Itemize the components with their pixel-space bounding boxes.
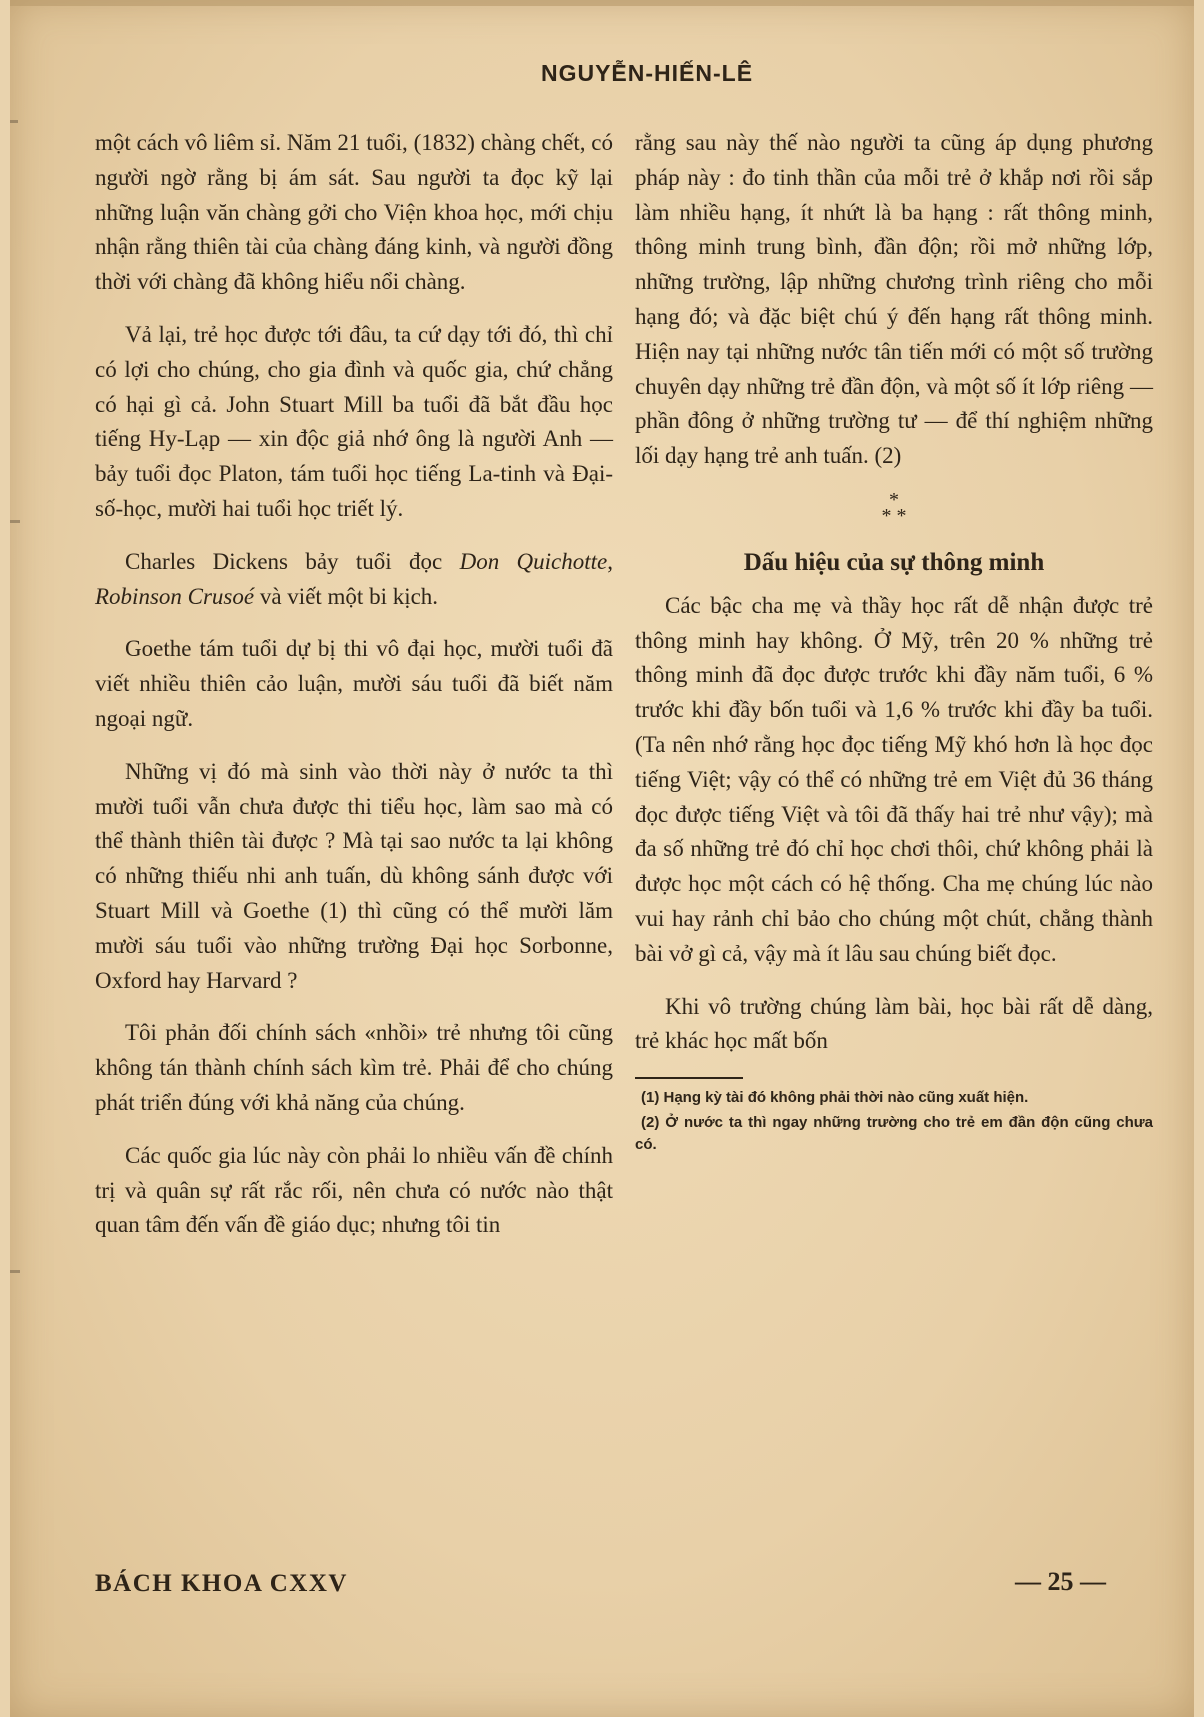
separator-star: *	[889, 488, 899, 511]
book-title: Robinson Crusoé	[95, 583, 255, 609]
paragraph: Vả lại, trẻ học được tới đâu, ta cứ dạy tới đó, thì chỉ có lợi cho chúng, cho gia đình và quốc gia, chứ chẳng có hại gì cả. John Stuart Mill ba tuổi đã bắt đầu học tiếng Hy-Lạp — xin độc giả nhớ ông là người Anh — bảy tuổi đọc Platon, tám tuổi học tiếng La-tinh và Đại-số-học, mười hai tuổi học triết lý.	[95, 321, 613, 521]
paragraph: Các quốc gia lúc này còn phải lo nhiều vấn đề chính trị và quân sự rất rắc rối, nên chưa có nước nào thật quan tâm đến vấn đề giáo dục; nhưng tôi tin	[95, 1142, 613, 1238]
separator-stars: * *	[881, 504, 907, 527]
binding-mark	[10, 1270, 20, 1273]
section-heading: Dấu hiệu của sự thông minh	[743, 548, 1045, 576]
book-title: Don Quichotte	[459, 548, 608, 574]
paragraph-text: ,	[607, 548, 614, 574]
paragraph: Khi vô trường chúng làm bài, học bài rất dễ dàng, trẻ khác học mất bốn	[635, 993, 1153, 1054]
footnote: (1) Hạng kỳ tài đó không phải thời nào cũng xuất hiện.	[641, 1089, 1029, 1107]
paragraph: Các bậc cha mẹ và thầy học rất dễ nhận được trẻ thông minh hay không. Ở Mỹ, trên 20 % những trẻ thông minh đã đọc được trước khi đầy năm tuổi, 6 % trước khi đầy bốn tuổi và 1,6 % trước khi đầy ba tuổi. (Ta nên nhớ rằng học đọc tiếng Mỹ khó hơn là học đọc tiếng Việt; vậy có thể có những trẻ em Việt đủ 36 tháng đọc được tiếng Việt và tôi đã thấy hai trẻ như vậy); mà đa số những trẻ đó chỉ học chơi thôi, chứ không phải là được học một cách có hệ thống. Cha mẹ chúng lúc nào vui hay rảnh chỉ bảo cho chúng một chút, chẳng thành bài vở gì cả, vậy mà ít lâu sau chúng biết đọc.	[635, 592, 1153, 966]
footnote: (2) Ở nước ta thì ngay những trường cho trẻ em đần độn cũng chưa có.	[635, 1114, 1153, 1154]
paragraph: Tôi phản đối chính sách «nhồi» trẻ nhưng tôi cũng không tán thành chính sách kìm trẻ. Phải để cho chúng phát triển đúng với khả năng của chúng.	[95, 1020, 613, 1115]
paragraph: một cách vô liêm sỉ. Năm 21 tuổi, (1832) chàng chết, có người ngờ rằng bị ám sát. Sau người ta đọc kỹ lại những luận văn chàng gởi cho Viện khoa học, mới chịu nhận rằng thiên tài của chàng đáng kinh, và người đồng thời với chàng đã không hiểu nổi chàng.	[95, 130, 613, 295]
binding-mark	[10, 120, 18, 123]
publication-footer: BÁCH KHOA CXXV	[95, 1570, 348, 1597]
paragraph-text: Charles Dickens bảy tuổi đọc	[125, 548, 460, 574]
footnote-rule	[635, 1077, 743, 1079]
page-top-edge	[10, 0, 1194, 6]
paragraph-text: và viết một bi kịch.	[254, 583, 439, 609]
left-column	[95, 126, 613, 1243]
dickens-paragraph	[95, 545, 613, 615]
paragraph: Những vị đó mà sinh vào thời này ở nước ta thì mười tuổi vẫn chưa được thi tiểu học, làm sao mà có thể thành thiên tài được ? Mà tại sao nước ta lại không có những thiếu nhi anh tuấn, dù không sánh được với Stuart Mill và Goethe (1) thì cũng có thể mười lăm mười sáu tuổi vào những trường Đại học Sorbonne, Oxford hay Harvard ?	[95, 758, 613, 993]
section-separator	[635, 488, 1153, 527]
binding-mark	[10, 520, 20, 523]
magazine-page	[10, 0, 1194, 1717]
paragraph: Goethe tám tuổi dự bị thi vô đại học, mười tuổi đã viết nhiều thiên cảo luận, mười sáu tuổi đã biết năm ngoại ngữ.	[95, 636, 613, 731]
paragraph: rằng sau này thế nào người ta cũng áp dụng phương pháp này : đo tinh thần của mỗi trẻ ở khắp nơi rồi sắp làm nhiều hạng, ít nhứt là ba hạng : rất thông minh, thông minh trung bình, đần độn; rồi mở những lớp, những trường, lập những chương trình riêng cho mỗi hạng đó; và đặc biệt chú ý đến hạng rất thông minh. Hiện nay tại những nước tân tiến mới có một số trường chuyên dạy những trẻ đần độn, và một số ít lớp riêng — phần đông ở những trường tư — để thí nghiệm những lối dạy hạng trẻ anh tuấn. (2)	[635, 130, 1153, 469]
page-number: — 25 —	[1015, 1567, 1106, 1596]
running-header: NGUYỄN-HIẾN-LÊ	[540, 60, 754, 86]
right-column	[635, 126, 1153, 1159]
